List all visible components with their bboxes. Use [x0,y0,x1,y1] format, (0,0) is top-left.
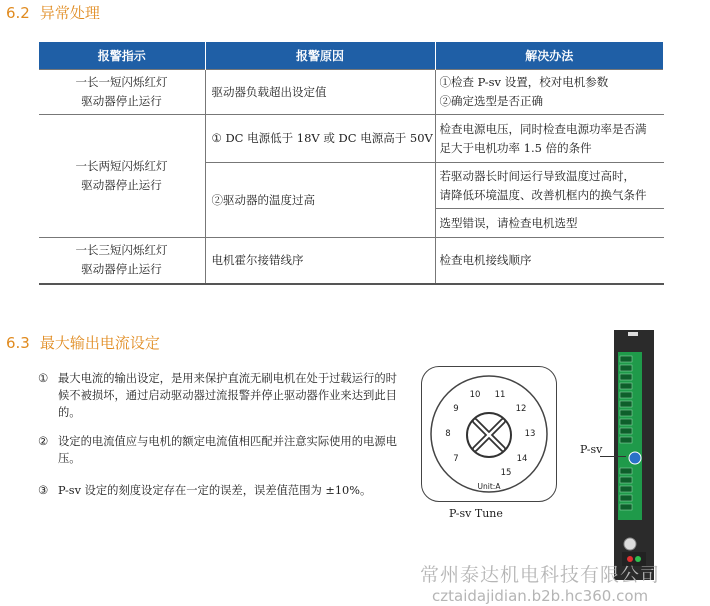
cell-line: ②驱动器的温度过高 [211,192,315,207]
column-header: 报警原因 [205,42,435,70]
cell-line: 一长两短闪烁红灯 [75,159,168,173]
section-number: 6.3 [6,334,30,352]
note-item [38,482,398,499]
table-row [39,70,664,115]
section-heading-6-3 [6,332,160,353]
indicator-cell [39,238,206,284]
dial-tick-label: 9 [453,404,459,414]
cell-line: ① DC 电源低于 18V 或 DC 电源高于 50V [211,131,433,145]
cell-line: 一长一短闪烁红灯 [75,75,168,89]
section-title: 最大输出电流设定 [39,334,160,352]
cell-line: 请降低环境温度、改善机框内的换气条件 [439,187,647,202]
cell-line: 驱动器负载超出设定值 [211,84,327,99]
alarm-table [38,42,664,285]
psv-pointer-line [600,456,626,457]
table-header-row [39,42,664,70]
indicator-cell [39,70,206,115]
cause-cell [205,163,435,238]
cell-line: 若驱动器长时间运行导致温度过高时， [439,168,635,183]
cell-line: 检查电机接线顺序 [439,252,532,267]
cell-line: 检查电源电压，同时检查电源功率是否满 [439,121,647,136]
cause-cell [205,115,435,163]
cell-line: 电机霍尔接错线序 [211,252,304,267]
column-header: 解决办法 [435,42,664,70]
indicator-cell [39,115,206,238]
cell-line: 足大于电机功率 1.5 倍的条件 [439,140,592,155]
cell-line: ①检查 P-sv 设置，校对电机参数 [439,75,609,89]
dial-tick-label: 13 [524,429,536,439]
table-row [39,238,664,284]
dial-tick-label: 8 [445,429,451,439]
section-heading-6-2 [6,2,100,23]
note-item [38,370,398,421]
cause-cell [205,238,435,284]
note-mark: ③ [38,484,49,497]
watermark-company: 常州泰达机电科技有限公司 [420,564,661,586]
cell-line: 一长三短闪烁红灯 [75,243,168,258]
column-header: 报警指示 [39,42,206,70]
cell-line: 驱动器停止运行 [81,262,162,277]
cell-line: 选型错误，请检查电机选型 [439,215,578,230]
note-text: 设定的电流值应与电机的额定电流值相匹配并注意实际使用的电源电压。 [58,435,397,465]
driver-unit-image [614,330,654,580]
solution-cell [435,163,664,209]
psv-dial-illustration [421,366,557,502]
dial-tick-label: 12 [515,404,527,414]
section-title: 异常处理 [39,4,100,22]
section-number: 6.2 [6,4,30,22]
watermark-url: cztaidajidian.b2b.hc360.com [432,587,649,605]
solution-cell [435,70,664,115]
dial-graphic [422,367,556,501]
solution-cell [435,238,664,284]
cell-line: 驱动器停止运行 [81,178,162,192]
note-mark: ① [38,372,49,385]
dial-tick-label: 14 [516,454,528,464]
note-item [38,433,398,467]
solution-cell [435,115,664,163]
note-text: P-sv 设定的刻度设定存在一定的误差，误差值范围为 ±10%。 [58,484,372,497]
cell-line: 驱动器停止运行 [81,94,162,108]
psv-pointer-label: P-sv [580,443,603,456]
cause-cell [205,70,435,115]
dial-tick-label: 10 [469,390,481,400]
dial-knob-icon [467,413,511,457]
cell-line: ②确定选型是否正确 [439,94,543,108]
dial-tick-label: 15 [500,468,512,478]
dial-unit-label: Unit:A [477,482,501,491]
dial-tick-label: 7 [453,454,459,464]
note-mark: ② [38,435,49,448]
table-row [39,115,664,163]
note-text: 最大电流的输出设定，是用来保护直流无刷电机在处于过载运行的时候不被损坏，通过启动驱动器过流报警并停止驱动器作业来达到此目的。 [58,372,397,419]
dial-tick-label: 11 [494,390,506,400]
dial-caption: P-sv Tune [449,507,503,520]
solution-cell [435,209,664,238]
driver-graphic [614,330,654,580]
